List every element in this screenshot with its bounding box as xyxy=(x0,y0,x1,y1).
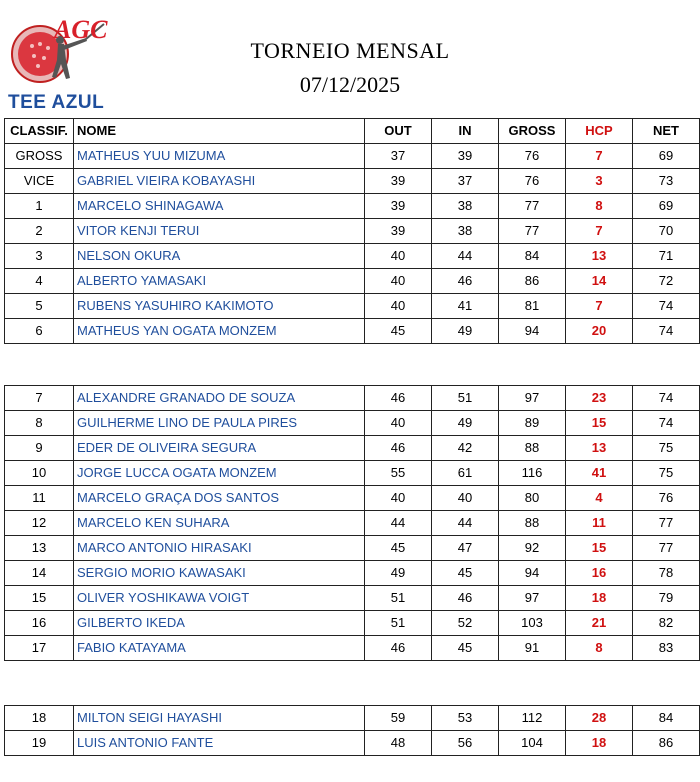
column-header-out: OUT xyxy=(365,119,432,144)
cell-out: 51 xyxy=(365,611,432,636)
column-header-classif: CLASSIF. xyxy=(5,119,74,144)
table-row xyxy=(5,486,700,511)
table-row xyxy=(5,731,700,756)
cell-out: 55 xyxy=(365,461,432,486)
table-row xyxy=(5,561,700,586)
cell-hcp: 23 xyxy=(566,386,633,411)
cell-out: 45 xyxy=(365,319,432,344)
cell-gross: 92 xyxy=(499,536,566,561)
cell-nome: MILTON SEIGI HAYASHI xyxy=(74,706,365,731)
cell-hcp: 28 xyxy=(566,706,633,731)
cell-gross: 91 xyxy=(499,636,566,661)
cell-in: 61 xyxy=(432,461,499,486)
table-row xyxy=(5,194,700,219)
cell-gross: 84 xyxy=(499,244,566,269)
cell-net: 74 xyxy=(633,294,700,319)
table-row xyxy=(5,461,700,486)
cell-in: 44 xyxy=(432,244,499,269)
cell-gross: 86 xyxy=(499,269,566,294)
cell-gross: 94 xyxy=(499,561,566,586)
cell-classif: 10 xyxy=(5,461,74,486)
cell-hcp: 8 xyxy=(566,194,633,219)
cell-gross: 88 xyxy=(499,436,566,461)
cell-classif: 14 xyxy=(5,561,74,586)
cell-nome: MARCELO SHINAGAWA xyxy=(74,194,365,219)
cell-net: 72 xyxy=(633,269,700,294)
cell-nome: EDER DE OLIVEIRA SEGURA xyxy=(74,436,365,461)
cell-classif: 7 xyxy=(5,386,74,411)
cell-in: 49 xyxy=(432,411,499,436)
cell-out: 40 xyxy=(365,244,432,269)
cell-in: 39 xyxy=(432,144,499,169)
cell-classif: 5 xyxy=(5,294,74,319)
cell-hcp: 7 xyxy=(566,294,633,319)
cell-nome: RUBENS YASUHIRO KAKIMOTO xyxy=(74,294,365,319)
cell-in: 37 xyxy=(432,169,499,194)
page-title: TORNEIO MENSAL xyxy=(250,38,450,63)
cell-nome: MARCELO GRAÇA DOS SANTOS xyxy=(74,486,365,511)
cell-nome: SERGIO MORIO KAWASAKI xyxy=(74,561,365,586)
cell-net: 69 xyxy=(633,144,700,169)
cell-out: 40 xyxy=(365,294,432,319)
cell-classif: 8 xyxy=(5,411,74,436)
cell-in: 42 xyxy=(432,436,499,461)
tournament-date: 07/12/2025 xyxy=(299,72,401,97)
cell-hcp: 13 xyxy=(566,244,633,269)
cell-gross: 97 xyxy=(499,386,566,411)
table-row xyxy=(5,386,700,411)
header-row xyxy=(5,119,700,144)
table-row xyxy=(5,611,700,636)
cell-gross: 77 xyxy=(499,194,566,219)
cell-hcp: 14 xyxy=(566,269,633,294)
cell-net: 74 xyxy=(633,319,700,344)
cell-nome: JORGE LUCCA OGATA MONZEM xyxy=(74,461,365,486)
cell-gross: 104 xyxy=(499,731,566,756)
cell-nome: MATHEUS YUU MIZUMA xyxy=(74,144,365,169)
cell-out: 59 xyxy=(365,706,432,731)
cell-in: 45 xyxy=(432,561,499,586)
table-row xyxy=(5,269,700,294)
tee-label: TEE AZUL xyxy=(8,92,105,113)
cell-gross: 103 xyxy=(499,611,566,636)
table-row xyxy=(5,636,700,661)
table-row xyxy=(5,536,700,561)
cell-classif: 19 xyxy=(5,731,74,756)
column-header-nome: NOME xyxy=(74,119,365,144)
table-row xyxy=(5,294,700,319)
cell-out: 51 xyxy=(365,586,432,611)
cell-gross: 80 xyxy=(499,486,566,511)
cell-hcp: 15 xyxy=(566,536,633,561)
cell-net: 78 xyxy=(633,561,700,586)
cell-out: 37 xyxy=(365,144,432,169)
cell-nome: ALEXANDRE GRANADO DE SOUZA xyxy=(74,386,365,411)
cell-out: 45 xyxy=(365,536,432,561)
cell-nome: MARCO ANTONIO HIRASAKI xyxy=(74,536,365,561)
cell-in: 38 xyxy=(432,219,499,244)
table-row xyxy=(5,169,700,194)
cell-in: 45 xyxy=(432,636,499,661)
cell-hcp: 18 xyxy=(566,731,633,756)
cell-hcp: 41 xyxy=(566,461,633,486)
cell-out: 46 xyxy=(365,636,432,661)
cell-hcp: 13 xyxy=(566,436,633,461)
cell-classif: VICE xyxy=(5,169,74,194)
cell-in: 46 xyxy=(432,586,499,611)
cell-nome: OLIVER YOSHIKAWA VOIGT xyxy=(74,586,365,611)
results-table-bottom xyxy=(4,705,700,756)
cell-in: 41 xyxy=(432,294,499,319)
cell-classif: 3 xyxy=(5,244,74,269)
cell-nome: GABRIEL VIEIRA KOBAYASHI xyxy=(74,169,365,194)
cell-net: 74 xyxy=(633,411,700,436)
cell-hcp: 3 xyxy=(566,169,633,194)
results-table-top xyxy=(4,118,700,344)
cell-in: 44 xyxy=(432,511,499,536)
cell-in: 40 xyxy=(432,486,499,511)
cell-gross: 94 xyxy=(499,319,566,344)
cell-nome: GILBERTO IKEDA xyxy=(74,611,365,636)
cell-out: 49 xyxy=(365,561,432,586)
cell-classif: 16 xyxy=(5,611,74,636)
table-row xyxy=(5,411,700,436)
cell-out: 46 xyxy=(365,436,432,461)
cell-classif: 18 xyxy=(5,706,74,731)
cell-net: 77 xyxy=(633,536,700,561)
cell-hcp: 4 xyxy=(566,486,633,511)
cell-hcp: 18 xyxy=(566,586,633,611)
cell-net: 71 xyxy=(633,244,700,269)
cell-net: 75 xyxy=(633,436,700,461)
cell-in: 51 xyxy=(432,386,499,411)
cell-net: 84 xyxy=(633,706,700,731)
cell-hcp: 15 xyxy=(566,411,633,436)
cell-nome: GUILHERME LINO DE PAULA PIRES xyxy=(74,411,365,436)
column-header-hcp: HCP xyxy=(566,119,633,144)
cell-net: 74 xyxy=(633,386,700,411)
cell-out: 40 xyxy=(365,486,432,511)
cell-classif: 15 xyxy=(5,586,74,611)
cell-gross: 76 xyxy=(499,144,566,169)
cell-in: 46 xyxy=(432,269,499,294)
cell-classif: 9 xyxy=(5,436,74,461)
cell-out: 39 xyxy=(365,219,432,244)
cell-gross: 76 xyxy=(499,169,566,194)
cell-net: 70 xyxy=(633,219,700,244)
cell-in: 47 xyxy=(432,536,499,561)
table-row xyxy=(5,144,700,169)
cell-hcp: 7 xyxy=(566,144,633,169)
cell-nome: VITOR KENJI TERUI xyxy=(74,219,365,244)
cell-net: 73 xyxy=(633,169,700,194)
cell-gross: 77 xyxy=(499,219,566,244)
cell-classif: 12 xyxy=(5,511,74,536)
table-row xyxy=(5,219,700,244)
column-header-in: IN xyxy=(432,119,499,144)
cell-hcp: 20 xyxy=(566,319,633,344)
cell-in: 56 xyxy=(432,731,499,756)
cell-hcp: 11 xyxy=(566,511,633,536)
cell-nome: NELSON OKURA xyxy=(74,244,365,269)
column-header-gross: GROSS xyxy=(499,119,566,144)
cell-out: 39 xyxy=(365,194,432,219)
column-header-net: NET xyxy=(633,119,700,144)
cell-net: 79 xyxy=(633,586,700,611)
cell-out: 48 xyxy=(365,731,432,756)
cell-nome: MATHEUS YAN OGATA MONZEM xyxy=(74,319,365,344)
cell-hcp: 16 xyxy=(566,561,633,586)
cell-net: 69 xyxy=(633,194,700,219)
cell-out: 46 xyxy=(365,386,432,411)
cell-net: 83 xyxy=(633,636,700,661)
cell-gross: 112 xyxy=(499,706,566,731)
table-row xyxy=(5,586,700,611)
cell-classif: 11 xyxy=(5,486,74,511)
cell-net: 77 xyxy=(633,511,700,536)
cell-nome: FABIO KATAYAMA xyxy=(74,636,365,661)
cell-net: 86 xyxy=(633,731,700,756)
cell-classif: 1 xyxy=(5,194,74,219)
results-table-middle xyxy=(4,385,700,661)
cell-out: 40 xyxy=(365,269,432,294)
cell-hcp: 8 xyxy=(566,636,633,661)
cell-net: 75 xyxy=(633,461,700,486)
cell-gross: 116 xyxy=(499,461,566,486)
cell-out: 44 xyxy=(365,511,432,536)
cell-hcp: 7 xyxy=(566,219,633,244)
cell-classif: 17 xyxy=(5,636,74,661)
cell-gross: 88 xyxy=(499,511,566,536)
table-row xyxy=(5,706,700,731)
cell-nome: MARCELO KEN SUHARA xyxy=(74,511,365,536)
cell-gross: 89 xyxy=(499,411,566,436)
cell-classif: 6 xyxy=(5,319,74,344)
table-row xyxy=(5,436,700,461)
table-row xyxy=(5,244,700,269)
cell-out: 40 xyxy=(365,411,432,436)
cell-classif: 2 xyxy=(5,219,74,244)
cell-net: 76 xyxy=(633,486,700,511)
cell-in: 49 xyxy=(432,319,499,344)
cell-in: 52 xyxy=(432,611,499,636)
cell-out: 39 xyxy=(365,169,432,194)
cell-classif: 4 xyxy=(5,269,74,294)
cell-classif: GROSS xyxy=(5,144,74,169)
table-row xyxy=(5,319,700,344)
cell-classif: 13 xyxy=(5,536,74,561)
cell-hcp: 21 xyxy=(566,611,633,636)
cell-gross: 81 xyxy=(499,294,566,319)
table-row xyxy=(5,511,700,536)
cell-nome: ALBERTO YAMASAKI xyxy=(74,269,365,294)
logo-lettering: AGC xyxy=(54,15,108,44)
cell-in: 38 xyxy=(432,194,499,219)
cell-gross: 97 xyxy=(499,586,566,611)
cell-in: 53 xyxy=(432,706,499,731)
cell-net: 82 xyxy=(633,611,700,636)
cell-nome: LUIS ANTONIO FANTE xyxy=(74,731,365,756)
